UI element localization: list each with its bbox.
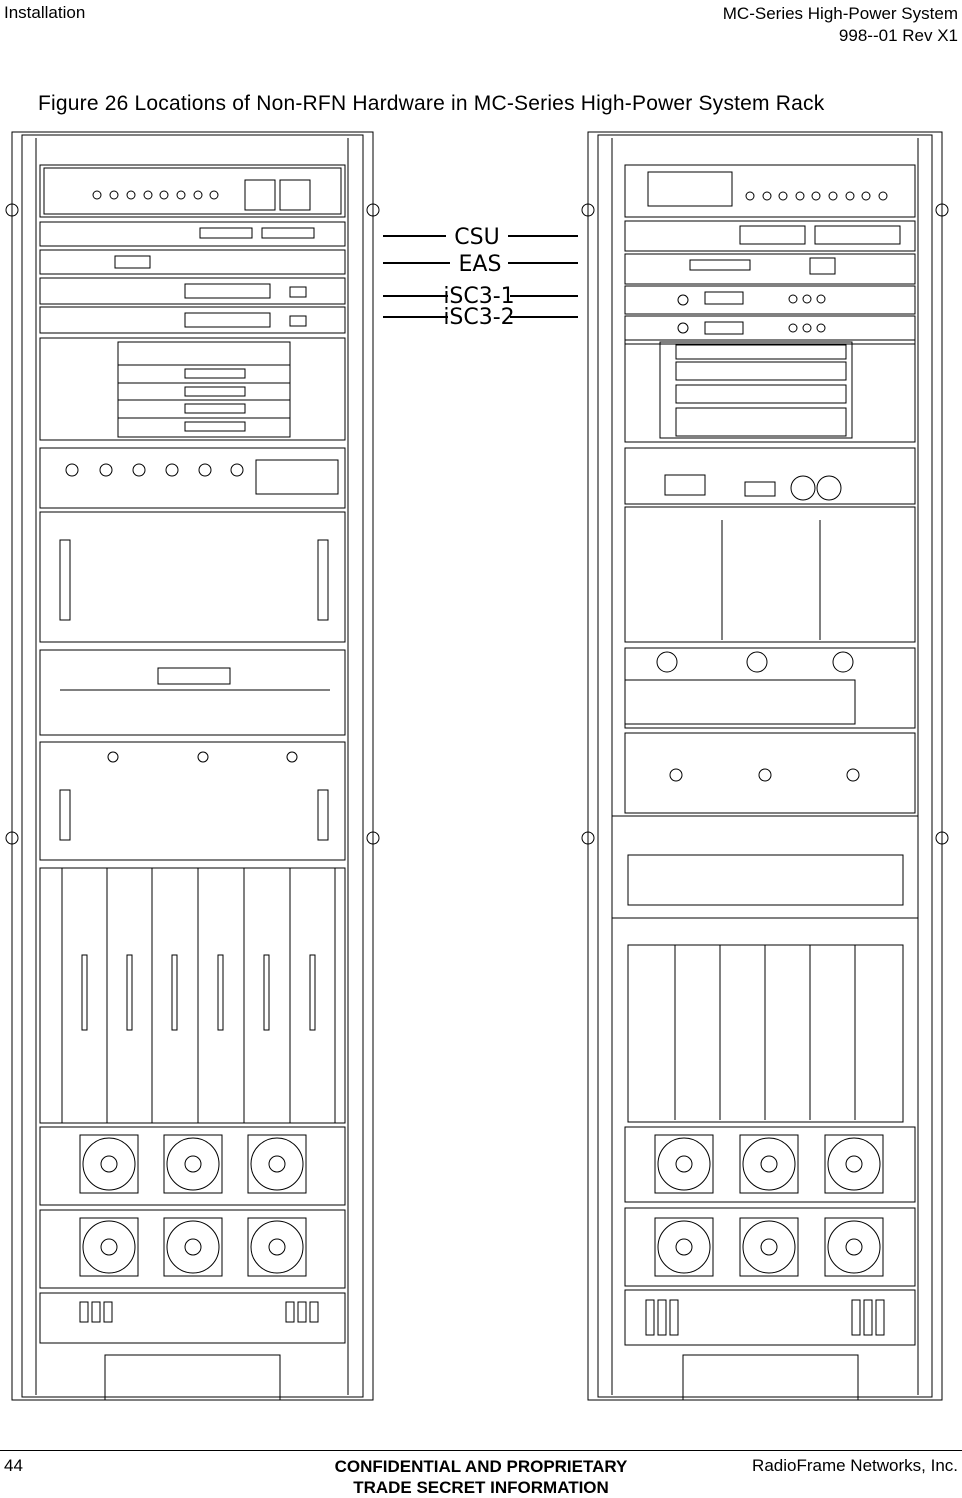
right-csu-rear-panel xyxy=(625,165,915,217)
confidentiality-notice xyxy=(300,1456,662,1498)
left-1u-units xyxy=(40,250,345,333)
right-amplifier-modules xyxy=(628,945,903,1122)
figure-caption: Figure 26 Locations of Non-RFN Hardware in MC-Series High-Power System Rack xyxy=(38,92,825,115)
right-test-port-rear xyxy=(625,733,915,813)
callout-label-isc3-2: iSC3-2 xyxy=(443,305,515,330)
right-rack-frame xyxy=(588,132,942,1400)
footer-rule xyxy=(0,1450,962,1451)
header-doc-number: 998--01 Rev X1 xyxy=(838,26,958,45)
right-amplifier-rear xyxy=(625,507,915,642)
confidentiality-line2: TRADE SECRET INFORMATION xyxy=(353,1478,609,1497)
left-rack-side-latches xyxy=(6,204,379,844)
right-fan-tray-upper xyxy=(625,1127,915,1202)
left-test-port-panel xyxy=(40,742,345,860)
right-rack-side-latches xyxy=(582,204,948,844)
left-card-shelf xyxy=(40,338,345,440)
left-fan-tray-lower xyxy=(40,1210,345,1288)
company-name: RadioFrame Networks, Inc. xyxy=(752,1456,958,1475)
callout-labels xyxy=(443,225,514,330)
right-card-shelf xyxy=(625,340,915,442)
left-connector-panel xyxy=(40,448,345,508)
header-doc-info xyxy=(723,3,958,47)
header-section-title: Installation xyxy=(4,3,86,22)
right-fan-tray-lower xyxy=(625,1208,915,1286)
left-fan-tray-upper xyxy=(40,1127,345,1205)
right-isc3-rear-panels xyxy=(625,286,915,344)
right-eas-rear-panel xyxy=(625,221,915,251)
header-product-name: MC-Series High-Power System xyxy=(722,4,958,23)
left-isc3-panel xyxy=(40,650,345,735)
callout-label-csu: CSU xyxy=(454,225,500,250)
right-top-cover-plate xyxy=(612,816,918,918)
right-controller-panel xyxy=(625,254,915,284)
left-power-distribution-panel xyxy=(40,1293,345,1343)
right-fan-module xyxy=(625,648,915,728)
rack-drawing xyxy=(0,128,962,1433)
confidentiality-line1: CONFIDENTIAL AND PROPRIETARY xyxy=(334,1457,628,1476)
left-eas-panel xyxy=(40,222,345,246)
callout-label-eas: EAS xyxy=(458,252,502,277)
left-blank-panel-1 xyxy=(40,512,345,642)
right-io-panel xyxy=(625,448,915,504)
right-power-distribution-panel xyxy=(625,1290,915,1345)
callout-label-isc3-1: iSC3-1 xyxy=(443,284,515,309)
left-amplifier-modules xyxy=(40,868,345,1123)
page-number: 44 xyxy=(4,1456,23,1475)
left-csu-panel xyxy=(40,165,345,217)
